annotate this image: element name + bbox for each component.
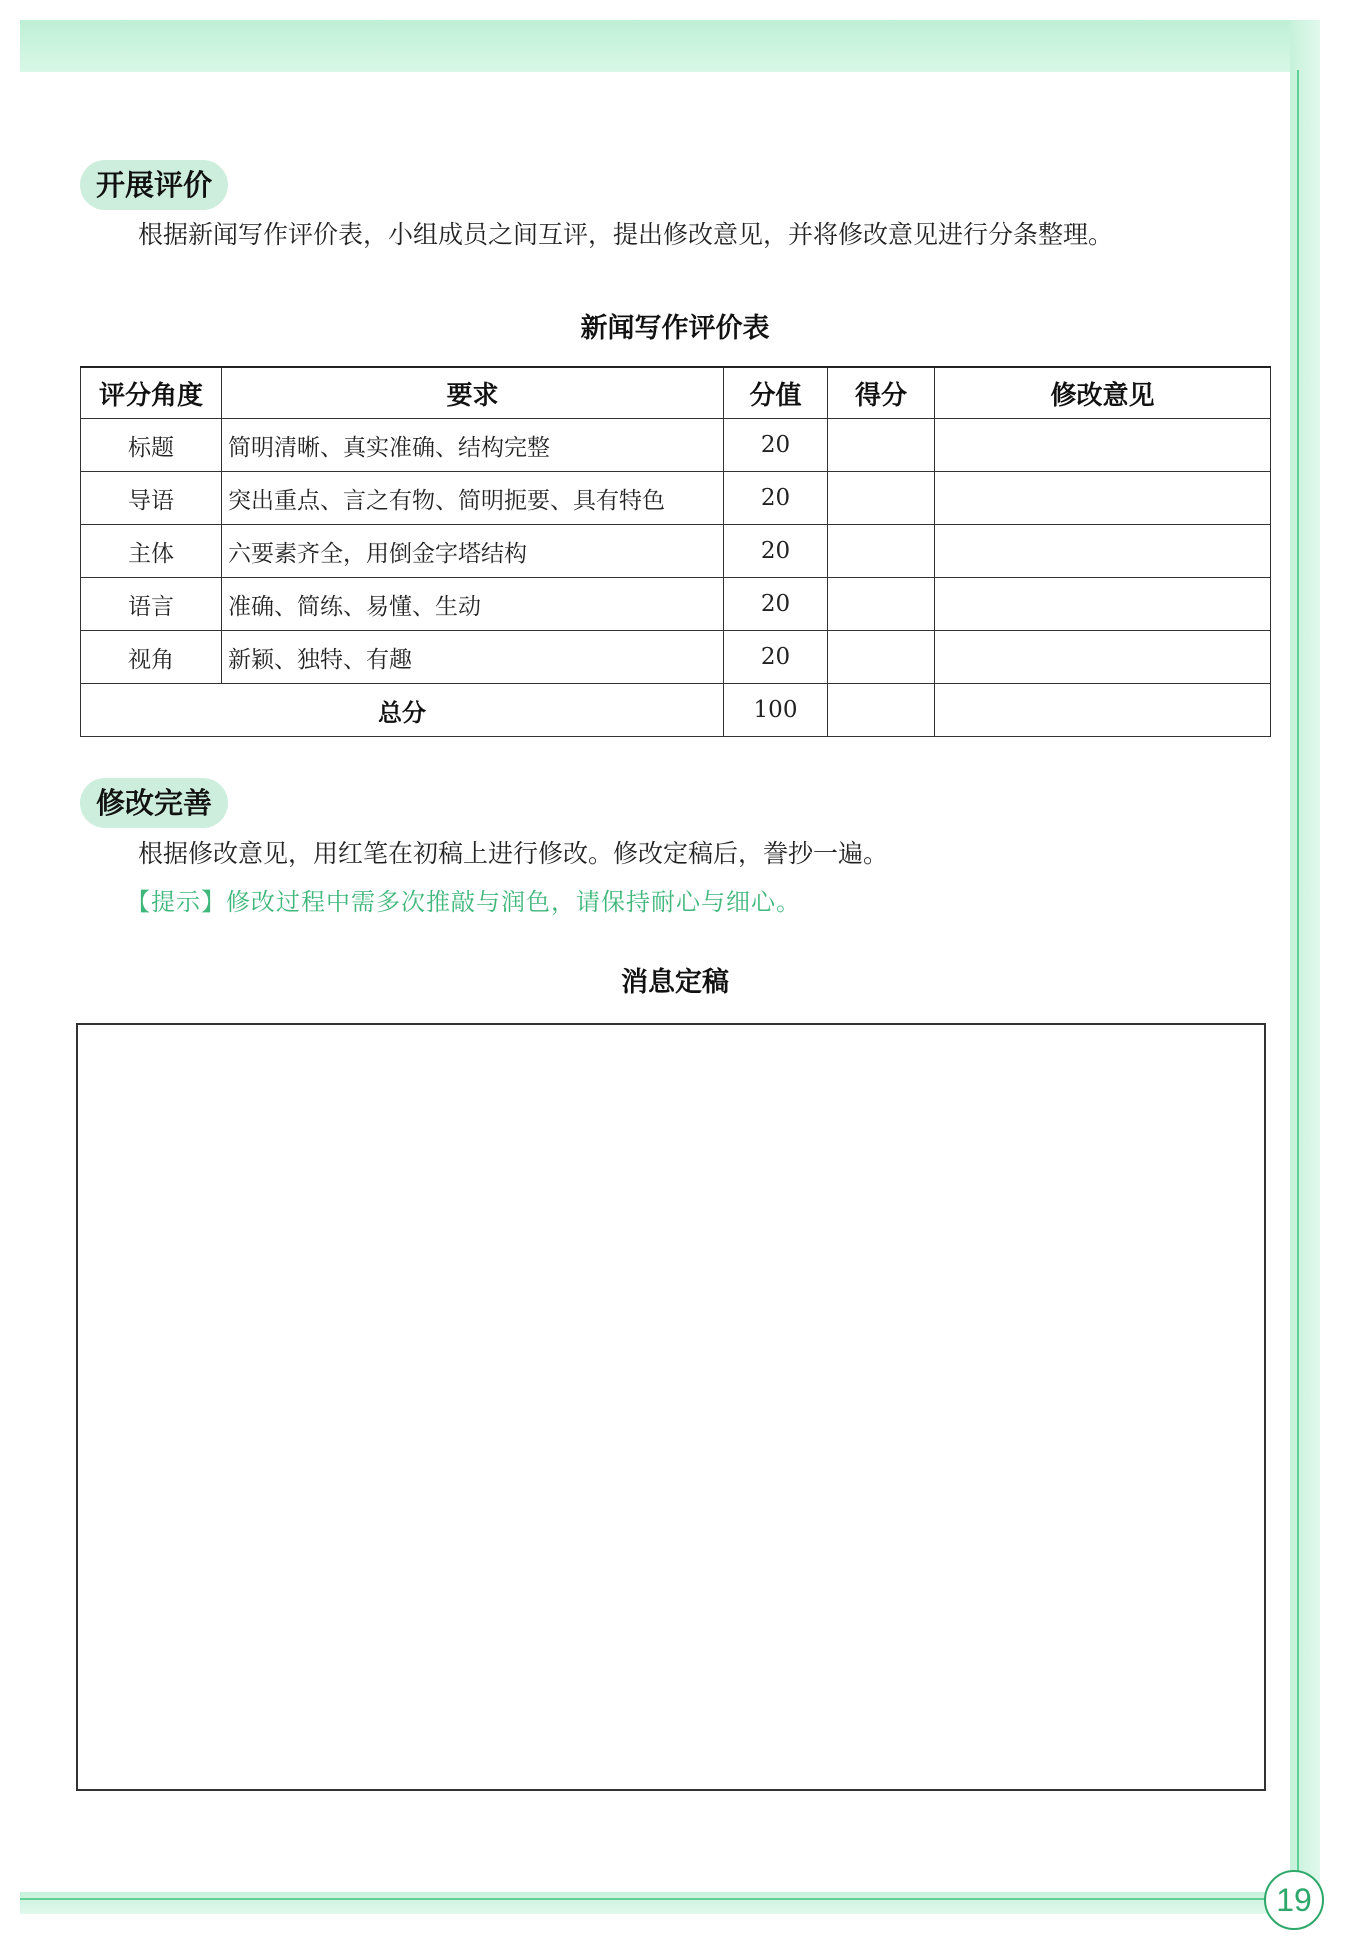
header-suggestion: 修改意见	[935, 367, 1271, 419]
table-title: 新闻写作评价表	[580, 313, 770, 344]
cell-angle: 导语	[81, 472, 222, 525]
cell-points: 20	[724, 525, 828, 578]
cell-points: 20	[724, 472, 828, 525]
cell-points: 20	[724, 578, 828, 631]
page-frame-top	[20, 20, 1320, 72]
cell-requirement: 新颖、独特、有趣	[222, 631, 724, 684]
header-score: 得分	[828, 367, 935, 419]
cell-requirement: 准确、简练、易懂、生动	[222, 578, 724, 631]
cell-requirement: 简明清晰、真实准确、结构完整	[222, 419, 724, 472]
cell-angle: 视角	[81, 631, 222, 684]
table-row	[81, 525, 1271, 578]
cell-total-score[interactable]	[828, 684, 935, 737]
cell-points: 20	[724, 419, 828, 472]
table-row	[81, 419, 1271, 472]
cell-score[interactable]	[828, 578, 935, 631]
page-frame-bottom	[20, 1892, 1300, 1914]
cell-score[interactable]	[828, 525, 935, 578]
cell-total-suggestion[interactable]	[935, 684, 1271, 737]
table-row	[81, 578, 1271, 631]
header-angle: 评分角度	[81, 367, 222, 419]
cell-requirement: 六要素齐全，用倒金字塔结构	[222, 525, 724, 578]
cell-angle: 语言	[81, 578, 222, 631]
section-evaluate-text: 根据新闻写作评价表，小组成员之间互评，提出修改意见，并将修改意见进行分条整理。	[138, 220, 1114, 249]
section-revise-text: 根据修改意见，用红笔在初稿上进行修改。修改定稿后，誊抄一遍。	[138, 839, 889, 868]
cell-suggestion[interactable]	[935, 631, 1271, 684]
cell-suggestion[interactable]	[935, 472, 1271, 525]
table-header-row	[81, 367, 1271, 419]
cell-angle: 标题	[81, 419, 222, 472]
cell-suggestion[interactable]	[935, 419, 1271, 472]
section-heading-evaluate: 开展评价	[80, 160, 228, 210]
cell-points: 20	[724, 631, 828, 684]
evaluation-table	[80, 366, 1271, 737]
section-heading-revise: 修改完善	[80, 778, 228, 828]
table-row	[81, 631, 1271, 684]
cell-requirement: 突出重点、言之有物、简明扼要、具有特色	[222, 472, 724, 525]
cell-total-label: 总分	[81, 684, 724, 737]
cell-score[interactable]	[828, 419, 935, 472]
header-requirement: 要求	[222, 367, 724, 419]
final-draft-title: 消息定稿	[621, 967, 729, 998]
tip-text: 【提示】修改过程中需多次推敲与润色，请保持耐心与细心。	[126, 888, 801, 916]
final-draft-writing-area[interactable]	[76, 1023, 1266, 1791]
table-total-row	[81, 684, 1271, 737]
cell-suggestion[interactable]	[935, 525, 1271, 578]
page-frame-bottom-line	[20, 1898, 1282, 1900]
cell-angle: 主体	[81, 525, 222, 578]
cell-score[interactable]	[828, 472, 935, 525]
page-number: 19	[1264, 1870, 1324, 1930]
cell-total-points: 100	[724, 684, 828, 737]
cell-suggestion[interactable]	[935, 578, 1271, 631]
cell-score[interactable]	[828, 631, 935, 684]
table-row	[81, 472, 1271, 525]
header-points: 分值	[724, 367, 828, 419]
